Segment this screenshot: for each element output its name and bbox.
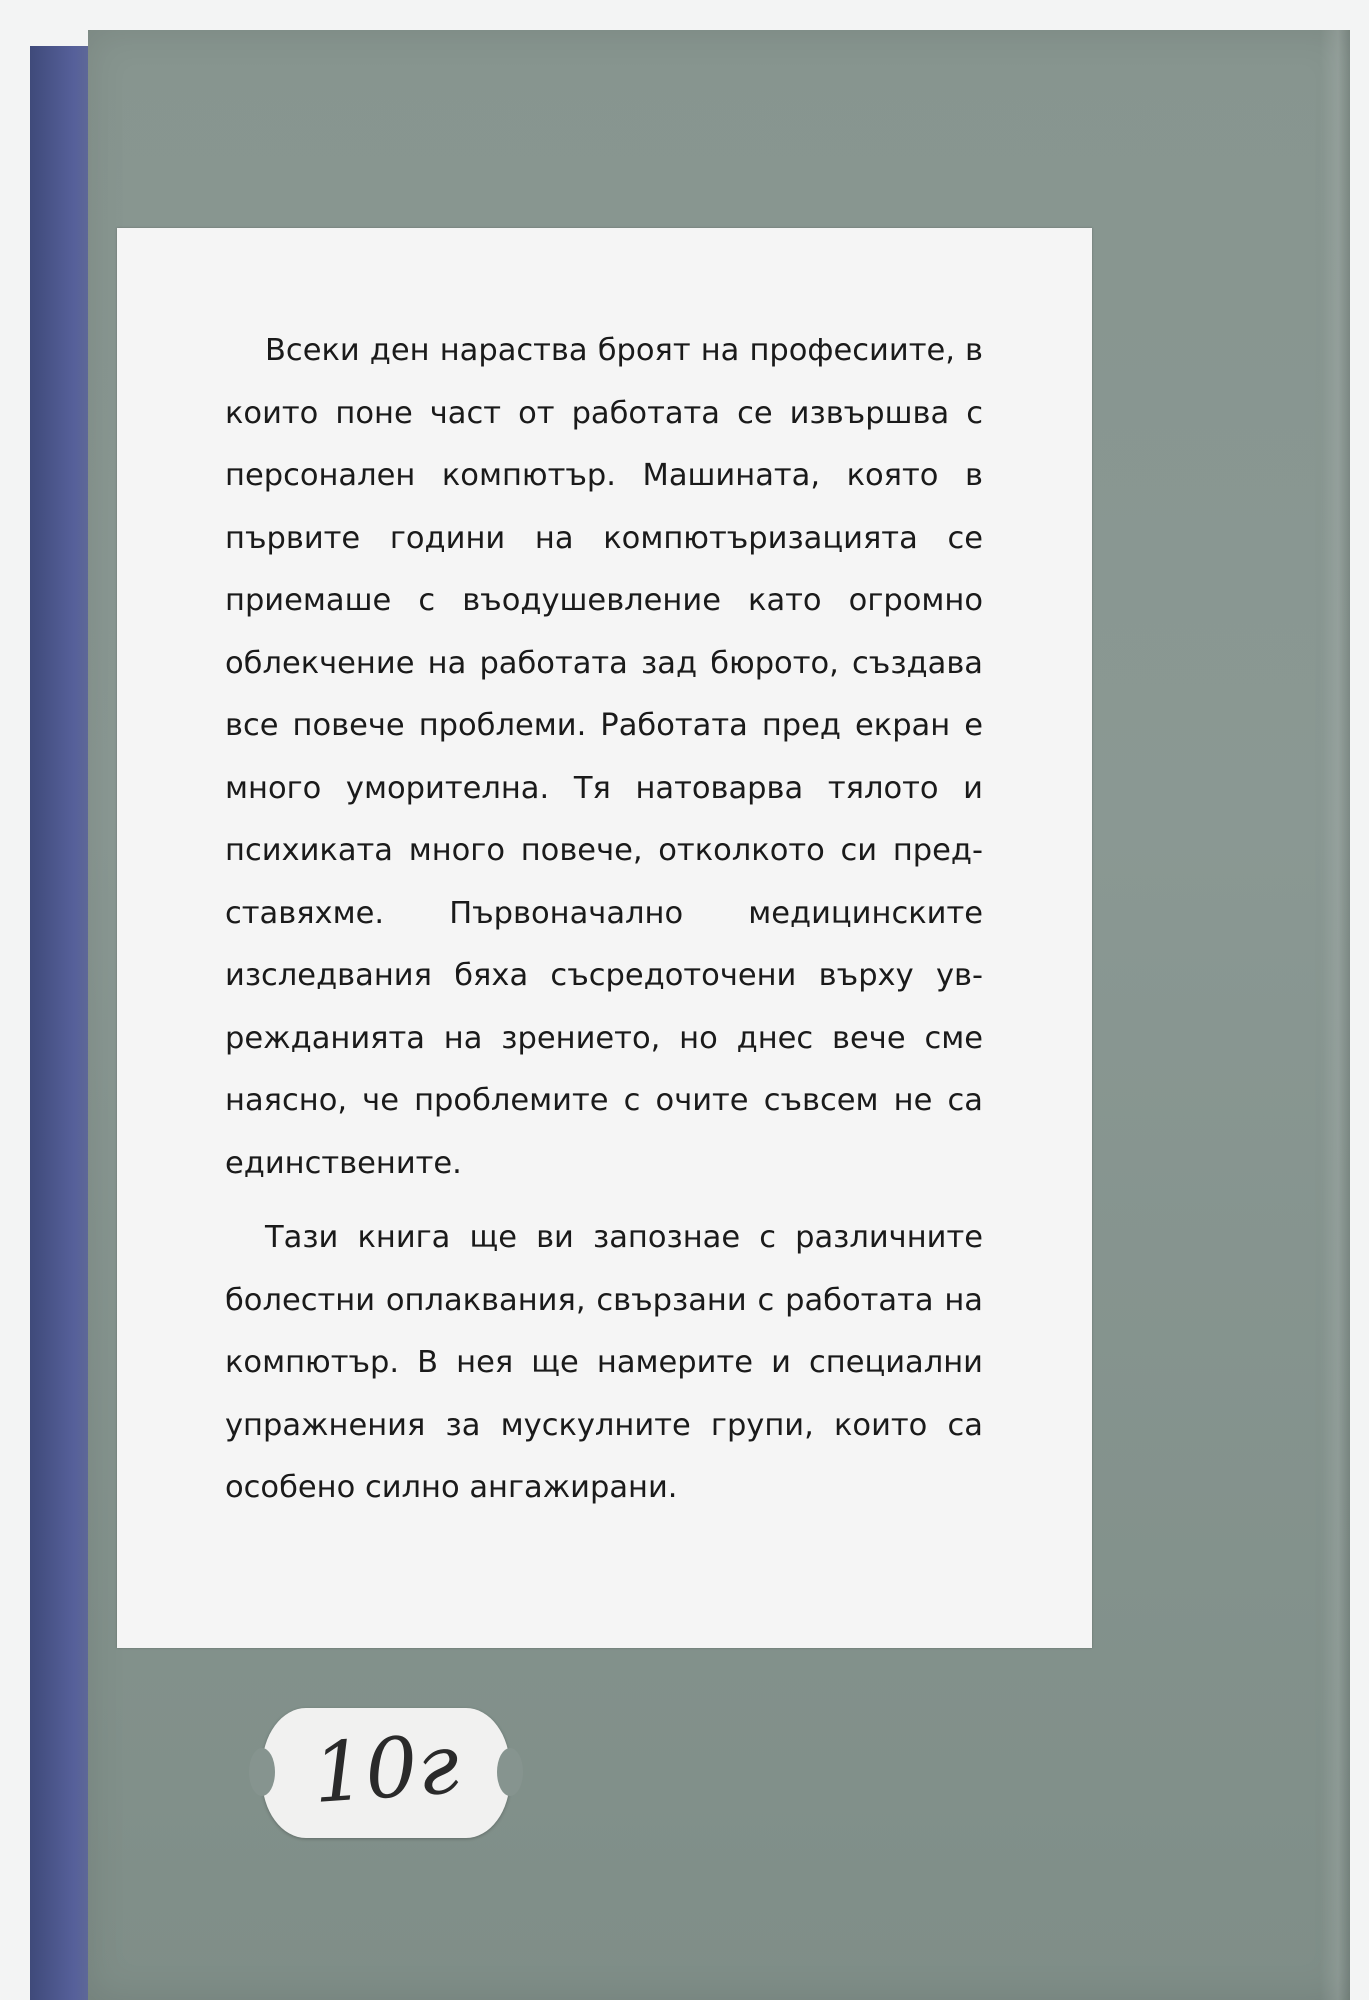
price-sticker-text: 10г bbox=[309, 1717, 462, 1822]
blurb-paragraph-2: Тази книга ще ви запознае с различните болестни оплаквания, свързани с работата на компютър. В нея ще намерите и специални упражнения за мускулните групи, които са особено силно ангажирани. bbox=[225, 1220, 983, 1505]
cover-edge-highlight bbox=[1320, 30, 1350, 2000]
blurb-panel bbox=[117, 228, 1092, 1648]
blurb-paragraph-1: Всеки ден нараства броят на професиите, в които поне част от работата се извършва с персонален компютър. Машината, която в първите години на компютъризацията се приемаше с въодушевление като огромно облекчение на работата зад бюрото, създава все повече проблеми. Работата пред екран е много уморителна. Тя натоварва тялото и психиката много повече, отколкото си представяхме. Първоначално медицинските изследвания бяха съсредоточени върху уврежданията на зрението, но днес вече сме наясно, че проблемите с очите съвсем не са единствените. bbox=[225, 333, 983, 1181]
price-sticker bbox=[262, 1708, 510, 1838]
blurb-text bbox=[225, 320, 983, 1532]
